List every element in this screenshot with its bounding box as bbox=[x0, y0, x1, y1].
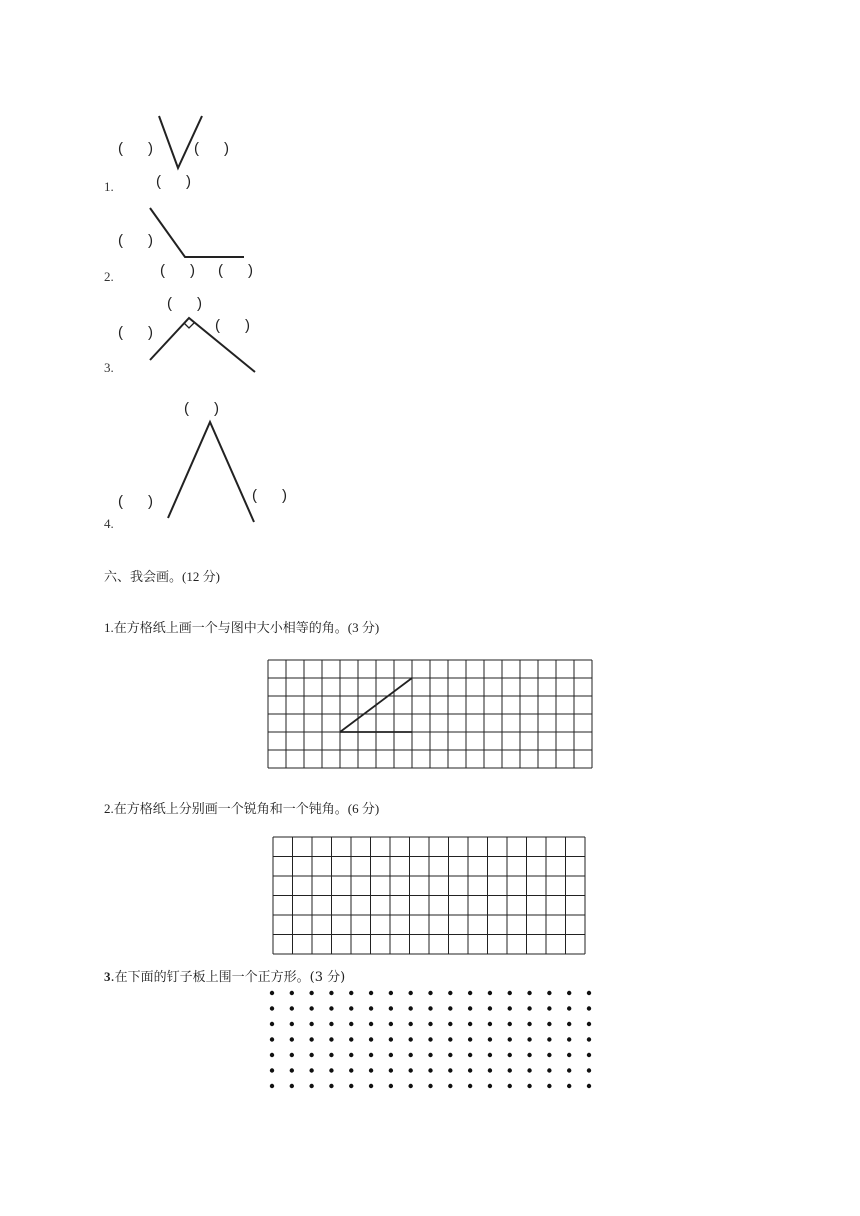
question-1-number: 1. bbox=[104, 620, 114, 635]
question-3-points: (3 分) bbox=[309, 970, 346, 985]
item-number-1: 1. bbox=[104, 179, 114, 194]
section-6-heading bbox=[104, 566, 220, 585]
question-2-points: (6 分) bbox=[347, 801, 380, 816]
section-6-title: 六、我会画。 bbox=[104, 570, 183, 585]
question-2 bbox=[104, 798, 379, 817]
blank-1c[interactable]: ( ) bbox=[156, 173, 191, 190]
blank-3c[interactable]: ( ) bbox=[118, 324, 153, 341]
section-6-points: (12 分) bbox=[182, 569, 220, 584]
question-3-text: .在下面的钉子板上围一个正方形。 bbox=[110, 970, 310, 985]
question-3-number: 3 bbox=[104, 969, 111, 984]
blank-2a[interactable]: ( ) bbox=[118, 232, 153, 249]
blank-4a[interactable]: ( ) bbox=[184, 400, 219, 417]
blank-4c[interactable]: ( ) bbox=[252, 487, 287, 504]
question-3 bbox=[104, 966, 345, 985]
item-number-4: 4. bbox=[104, 516, 114, 531]
item-number-2: 2. bbox=[104, 269, 114, 284]
angle-figure-2 bbox=[150, 208, 244, 257]
question-2-number: 2. bbox=[104, 801, 114, 816]
blank-1a[interactable]: ( ) bbox=[118, 140, 153, 157]
angle-figure-4 bbox=[168, 422, 254, 522]
question-1 bbox=[104, 617, 379, 636]
blank-3b[interactable]: ( ) bbox=[215, 317, 250, 334]
blank-1b[interactable]: ( ) bbox=[194, 140, 229, 157]
blank-4b[interactable]: ( ) bbox=[118, 493, 153, 510]
question-1-text: 在方格纸上画一个与图中大小相等的角。 bbox=[113, 621, 348, 636]
blank-3a[interactable]: ( ) bbox=[167, 295, 202, 312]
question-2-text: 在方格纸上分别画一个锐角和一个钝角。 bbox=[113, 802, 348, 817]
blank-2b[interactable]: ( ) bbox=[160, 262, 195, 279]
question-1-points: (3 分) bbox=[347, 620, 380, 635]
item-number-3: 3. bbox=[104, 360, 114, 375]
blank-2c[interactable]: ( ) bbox=[218, 262, 253, 279]
